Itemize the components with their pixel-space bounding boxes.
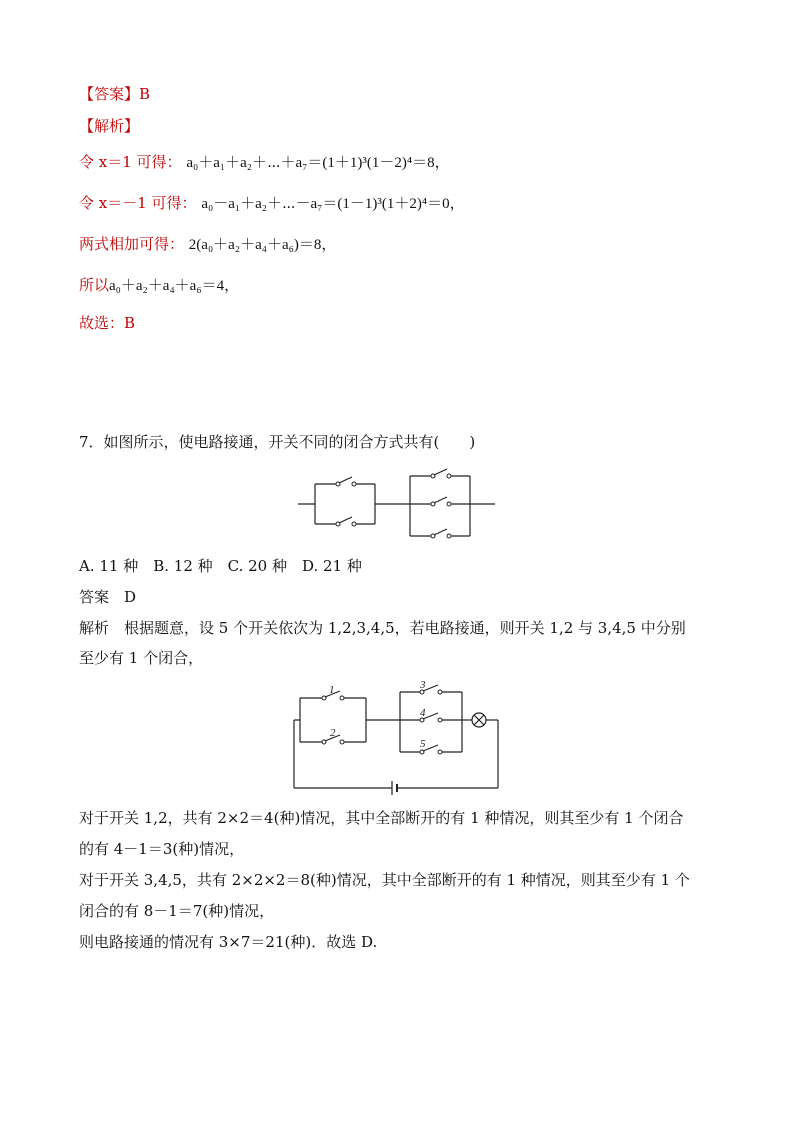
line1-math: a₀＋a₁＋a₂＋⋯＋a₇＝(1＋1)³(1－2)⁴＝8， [186, 155, 450, 171]
derivation-line-1 [79, 152, 450, 173]
body-line-3: 对于开关 3,4,5，共有 2×2×2＝8(种)情况，其中全部断开的有 1 种情况，则其至少有 1 个 [79, 871, 690, 889]
body-line-1: 对于开关 1,2，共有 2×2＝4(种)情况，其中全部断开的有 1 种情况，则其至少有 1 个闭合 [79, 809, 684, 827]
switch-label-4: 4 [420, 707, 426, 719]
derivation-line-3 [79, 234, 336, 255]
body-line-2: 的有 4－1＝3(种)情况， [79, 840, 245, 858]
line3-prefix: 两式相加可得： [79, 235, 185, 253]
choose-line: 故选：B [79, 314, 136, 332]
line2-prefix: 令 x＝－1 可得： [79, 194, 197, 212]
battery-icon [392, 781, 397, 795]
body-line-5: 则电路接通的情况有 3×7＝21(种)．故选 D. [79, 933, 378, 951]
circuit-diagram-labeled [288, 680, 508, 796]
answer-line [79, 84, 150, 104]
line1-prefix: 令 x＝1 可得： [79, 153, 182, 171]
switch-label-2: 2 [330, 727, 336, 739]
switch-label-5: 5 [420, 738, 426, 750]
body-line-4: 闭合的有 8－1＝7(种)情况， [79, 902, 275, 920]
options-line: A. 11 种 B. 12 种 C. 20 种 D. 21 种 [79, 557, 362, 575]
answer-d: 答案 D [79, 588, 137, 606]
line3-math: 2(a₀＋a₂＋a₄＋a₆)＝8， [188, 237, 337, 253]
line4-prefix: 所以 [79, 276, 110, 294]
question-stem: 7．如图所示，使电路接通，开关不同的闭合方式共有( ) [79, 433, 476, 451]
line4-math: a₀＋a₂＋a₄＋a₆＝4， [109, 278, 240, 294]
answer-value: B [139, 85, 151, 103]
switch-label-3: 3 [420, 680, 426, 691]
analysis-line-1: 解析 根据题意，设 5 个开关依次为 1,2,3,4,5，若电路接通，则开关 1,2 与 3,4,5 中分别 [79, 619, 686, 637]
derivation-line-2 [79, 193, 465, 214]
lamp-icon [472, 713, 486, 727]
circuit-diagram-small [290, 464, 510, 544]
analysis-label: 【解析】 [79, 117, 140, 135]
switch-label-1: 1 [329, 684, 335, 696]
analysis-line-2: 至少有 1 个闭合， [79, 649, 204, 667]
line2-math: a₀－a₁＋a₂＋⋯－a₇＝(1－1)³(1＋2)⁴＝0， [201, 196, 465, 212]
derivation-line-4 [79, 275, 239, 296]
answer-label: 【答案】 [79, 85, 140, 103]
